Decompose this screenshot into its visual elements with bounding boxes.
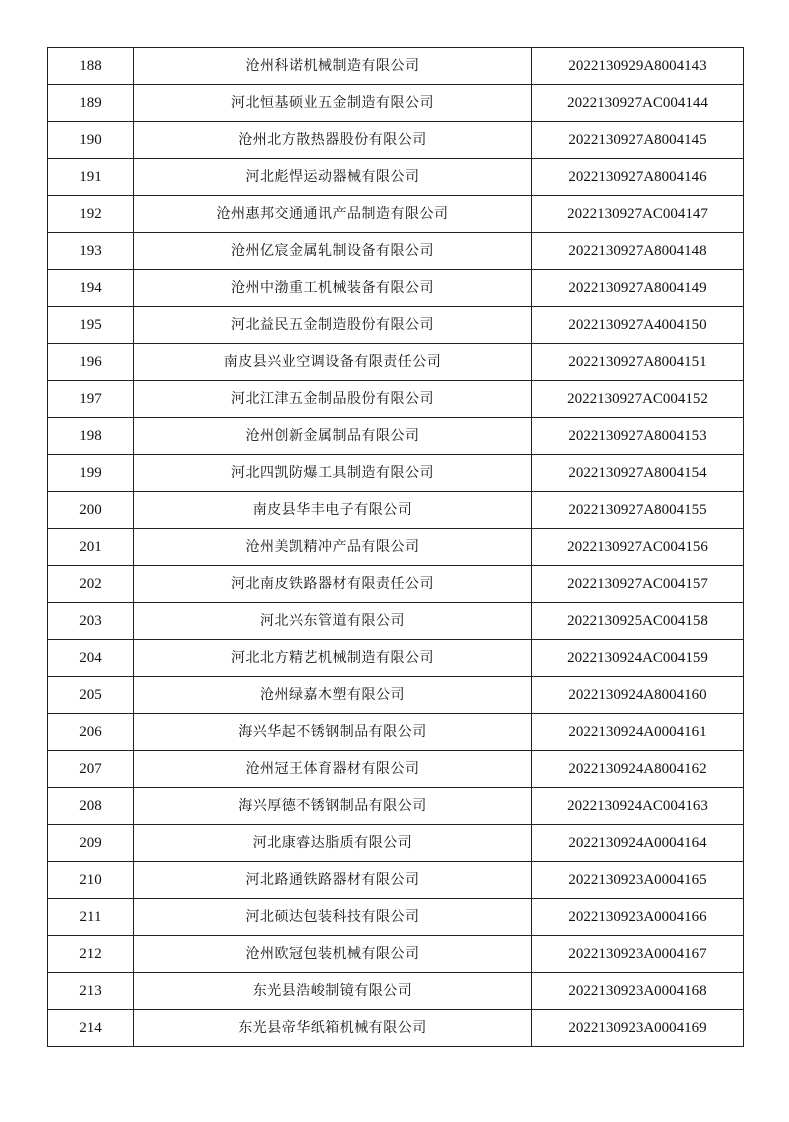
table-row xyxy=(48,566,744,603)
table-row xyxy=(48,344,744,381)
registration-code: 2022130923A0004165 xyxy=(532,862,744,899)
table-row xyxy=(48,825,744,862)
row-number: 188 xyxy=(48,48,134,85)
row-number: 211 xyxy=(48,899,134,936)
registration-code: 2022130924A8004162 xyxy=(532,751,744,788)
registration-code: 2022130924AC004163 xyxy=(532,788,744,825)
company-name: 沧州创新金属制品有限公司 xyxy=(134,418,532,455)
row-number: 194 xyxy=(48,270,134,307)
company-name: 沧州北方散热器股份有限公司 xyxy=(134,122,532,159)
registration-code: 2022130927A8004146 xyxy=(532,159,744,196)
table-row xyxy=(48,677,744,714)
table-row xyxy=(48,455,744,492)
row-number: 190 xyxy=(48,122,134,159)
company-name: 南皮县兴业空调设备有限责任公司 xyxy=(134,344,532,381)
row-number: 189 xyxy=(48,85,134,122)
company-name: 南皮县华丰电子有限公司 xyxy=(134,492,532,529)
row-number: 214 xyxy=(48,1010,134,1047)
registration-code: 2022130927AC004157 xyxy=(532,566,744,603)
company-name: 沧州科诺机械制造有限公司 xyxy=(134,48,532,85)
row-number: 192 xyxy=(48,196,134,233)
company-name: 海兴华起不锈钢制品有限公司 xyxy=(134,714,532,751)
row-number: 191 xyxy=(48,159,134,196)
row-number: 203 xyxy=(48,603,134,640)
row-number: 206 xyxy=(48,714,134,751)
registration-code: 2022130924A0004161 xyxy=(532,714,744,751)
registration-code: 2022130927A8004154 xyxy=(532,455,744,492)
table-row xyxy=(48,788,744,825)
table-row xyxy=(48,862,744,899)
registration-code: 2022130929A8004143 xyxy=(532,48,744,85)
row-number: 202 xyxy=(48,566,134,603)
company-name: 河北益民五金制造股份有限公司 xyxy=(134,307,532,344)
table-row xyxy=(48,529,744,566)
row-number: 198 xyxy=(48,418,134,455)
company-name: 沧州冠王体育器材有限公司 xyxy=(134,751,532,788)
row-number: 197 xyxy=(48,381,134,418)
table-row xyxy=(48,85,744,122)
company-name: 沧州亿宸金属轧制设备有限公司 xyxy=(134,233,532,270)
registration-code: 2022130923A0004167 xyxy=(532,936,744,973)
table-row xyxy=(48,48,744,85)
company-name: 河北恒基硕业五金制造有限公司 xyxy=(134,85,532,122)
company-name: 河北硕达包装科技有限公司 xyxy=(134,899,532,936)
table-row xyxy=(48,233,744,270)
row-number: 201 xyxy=(48,529,134,566)
company-name: 河北兴东管道有限公司 xyxy=(134,603,532,640)
company-name: 沧州美凯精冲产品有限公司 xyxy=(134,529,532,566)
registration-code: 2022130927A8004145 xyxy=(532,122,744,159)
table-row xyxy=(48,640,744,677)
row-number: 208 xyxy=(48,788,134,825)
row-number: 199 xyxy=(48,455,134,492)
table-body xyxy=(48,48,744,1047)
registration-code: 2022130927A8004149 xyxy=(532,270,744,307)
table-row xyxy=(48,973,744,1010)
table-row xyxy=(48,899,744,936)
registration-code: 2022130924A8004160 xyxy=(532,677,744,714)
table-row xyxy=(48,122,744,159)
table-row xyxy=(48,196,744,233)
registration-code: 2022130927A4004150 xyxy=(532,307,744,344)
row-number: 193 xyxy=(48,233,134,270)
table-row xyxy=(48,307,744,344)
company-list-table xyxy=(47,47,744,1047)
registration-code: 2022130927A8004153 xyxy=(532,418,744,455)
company-name: 沧州绿嘉木塑有限公司 xyxy=(134,677,532,714)
row-number: 200 xyxy=(48,492,134,529)
company-name: 河北江津五金制品股份有限公司 xyxy=(134,381,532,418)
table-row xyxy=(48,492,744,529)
table-row xyxy=(48,714,744,751)
registration-code: 2022130923A0004168 xyxy=(532,973,744,1010)
table-row xyxy=(48,159,744,196)
registration-code: 2022130923A0004169 xyxy=(532,1010,744,1047)
table-row xyxy=(48,603,744,640)
row-number: 204 xyxy=(48,640,134,677)
table-row xyxy=(48,751,744,788)
table-row xyxy=(48,418,744,455)
company-name: 东光县浩峻制镜有限公司 xyxy=(134,973,532,1010)
row-number: 213 xyxy=(48,973,134,1010)
row-number: 195 xyxy=(48,307,134,344)
row-number: 196 xyxy=(48,344,134,381)
company-name: 沧州中渤重工机械装备有限公司 xyxy=(134,270,532,307)
registration-code: 2022130927A8004151 xyxy=(532,344,744,381)
row-number: 205 xyxy=(48,677,134,714)
company-name: 河北路通铁路器材有限公司 xyxy=(134,862,532,899)
company-name: 河北彪悍运动器械有限公司 xyxy=(134,159,532,196)
registration-code: 2022130925AC004158 xyxy=(532,603,744,640)
registration-code: 2022130927AC004156 xyxy=(532,529,744,566)
table-row xyxy=(48,1010,744,1047)
company-name: 河北北方精艺机械制造有限公司 xyxy=(134,640,532,677)
registration-code: 2022130924A0004164 xyxy=(532,825,744,862)
table-row xyxy=(48,936,744,973)
row-number: 207 xyxy=(48,751,134,788)
registration-code: 2022130927A8004148 xyxy=(532,233,744,270)
registration-code: 2022130927A8004155 xyxy=(532,492,744,529)
registration-code: 2022130927AC004152 xyxy=(532,381,744,418)
registration-code: 2022130927AC004144 xyxy=(532,85,744,122)
registration-code: 2022130924AC004159 xyxy=(532,640,744,677)
row-number: 209 xyxy=(48,825,134,862)
row-number: 212 xyxy=(48,936,134,973)
company-name: 海兴厚德不锈钢制品有限公司 xyxy=(134,788,532,825)
registration-code: 2022130927AC004147 xyxy=(532,196,744,233)
company-name: 沧州欧冠包装机械有限公司 xyxy=(134,936,532,973)
company-name: 河北四凯防爆工具制造有限公司 xyxy=(134,455,532,492)
company-name: 东光县帝华纸箱机械有限公司 xyxy=(134,1010,532,1047)
company-name: 沧州惠邦交通通讯产品制造有限公司 xyxy=(134,196,532,233)
table-row xyxy=(48,270,744,307)
table-row xyxy=(48,381,744,418)
company-name: 河北康睿达脂质有限公司 xyxy=(134,825,532,862)
registration-code: 2022130923A0004166 xyxy=(532,899,744,936)
company-name: 河北南皮铁路器材有限责任公司 xyxy=(134,566,532,603)
row-number: 210 xyxy=(48,862,134,899)
